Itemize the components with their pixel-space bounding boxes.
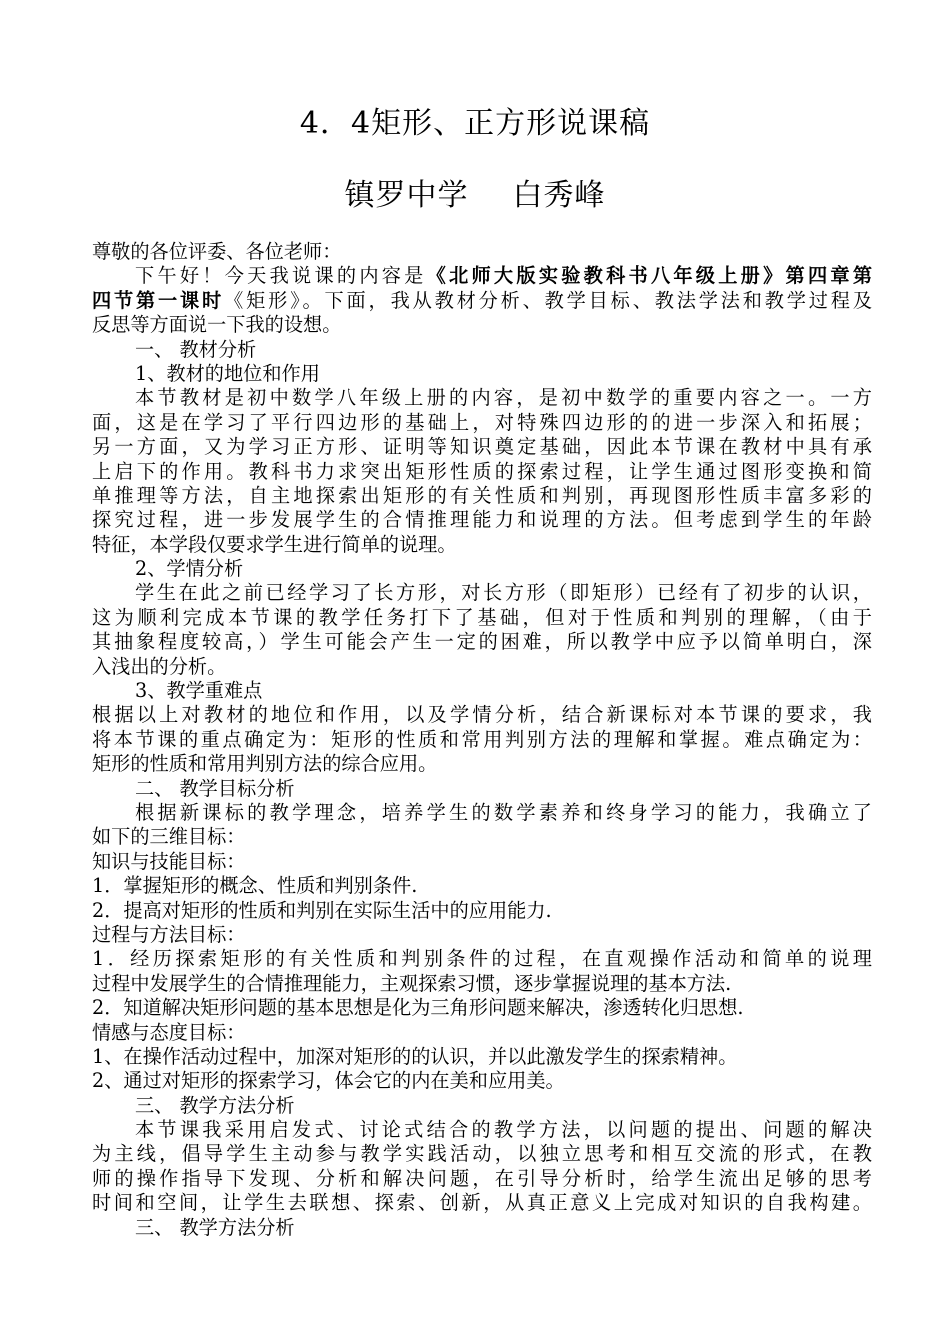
text-line: 单推理等方法，自主地探索出矩形的有关性质和判别，再现图形性质丰富多彩的 — [92, 483, 872, 507]
text-line: 为主线，倡导学生主动参与教学实践活动，以独立思考和相互交流的形式，在教 — [92, 1142, 872, 1166]
text-line: 二、 教学目标分析 — [135, 776, 295, 800]
text-line: 2、学情分析 — [135, 557, 244, 581]
text-line: 本节课我采用启发式、讨论式结合的教学方法，以问题的提出、问题的解决 — [135, 1118, 872, 1142]
text-line: 1．掌握矩形的概念、性质和判别条件. — [92, 874, 418, 898]
text-line: 三、 教学方法分析 — [135, 1215, 295, 1239]
text-line: 过程中发展学生的合情推理能力，主观探索习惯，逐步掌握说理的基本方法. — [92, 971, 732, 995]
text-line: 时间和空间，让学生去联想、探索、创新，从真正意义上完成对知识的自我构建。 — [92, 1191, 872, 1215]
text-line: 学生在此之前已经学习了长方形，对长方形（即矩形）已经有了初步的认识， — [135, 581, 872, 605]
text-line: 探究过程，进一步发展学生的合情推理能力和说理的方法。但考虑到学生的年龄 — [92, 508, 872, 532]
text-segment: 下午好！今天我说课的内容是 — [135, 264, 427, 288]
text-line: 知识与技能目标： — [92, 849, 246, 873]
text-line: 另一方面，又为学习正方形、证明等知识奠定基础，因此本节课在教材中具有承 — [92, 435, 872, 459]
text-line: 面，这是在学习了平行四边形的基础上，对特殊四边形的的进一步深入和拓展； — [92, 410, 872, 434]
text-line: 上启下的作用。教科书力求突出矩形性质的探索过程，让学生通过图形变换和简 — [92, 459, 872, 483]
text-line: 师的操作指导下发现、分析和解决问题，在引导分析时，给学生流出足够的思考 — [92, 1166, 872, 1190]
text-line: 1、在操作活动过程中，加深对矩形的的认识，并以此激发学生的探索精神。 — [92, 1044, 738, 1068]
text-line: 入浅出的分析。 — [92, 654, 227, 678]
text-line: 1、教材的地位和作用 — [135, 361, 320, 385]
text-line: 2、通过对矩形的探索学习，体会它的内在美和应用美。 — [92, 1069, 565, 1093]
text-line: 2．提高对矩形的性质和判别在实际生活中的应用能力. — [92, 898, 552, 922]
text-line: 本节教材是初中数学八年级上册的内容，是初中数学的重要内容之一。一方 — [135, 386, 872, 410]
author-name: 白秀峰 — [512, 178, 606, 213]
text-line: 一、 教材分析 — [135, 337, 257, 361]
document-title: 4．4矩形、正方形说课稿 — [299, 106, 651, 141]
text-line: 矩形的性质和常用判别方法的综合应用。 — [92, 752, 438, 776]
text-line — [92, 289, 872, 313]
text-line: 将本节课的重点确定为：矩形的性质和常用判别方法的理解和掌握。难点确定为： — [92, 727, 872, 751]
text-line: 情感与态度目标： — [92, 1020, 246, 1044]
text-line: 1．经历探索矩形的有关性质和判别条件的过程，在直观操作活动和简单的说理 — [92, 947, 872, 971]
text-line: 根据以上对教材的地位和作用，以及学情分析，结合新课标对本节课的要求，我 — [92, 703, 872, 727]
document-body — [92, 240, 872, 1240]
text-line: 根据新课标的教学理念，培养学生的数学素养和终身学习的能力，我确立了 — [135, 800, 872, 824]
text-line: 尊敬的各位评委、各位老师： — [92, 240, 342, 263]
text-line — [92, 264, 872, 288]
bold-text-segment: 四节第一课时 — [92, 288, 225, 312]
text-line: 3、教学重难点 — [135, 679, 263, 703]
text-line: 特征，本学段仅要求学生进行简单的说理。 — [92, 532, 457, 556]
text-line: 过程与方法目标： — [92, 922, 246, 946]
text-line: 反思等方面说一下我的设想。 — [92, 313, 342, 337]
author-school: 镇罗中学 — [344, 178, 469, 213]
text-line: 这为顺利完成本节课的教学任务打下了基础，但对于性质和判别的理解，（由于 — [92, 605, 872, 629]
text-line: 如下的三维目标： — [92, 825, 246, 849]
text-line: 三、 教学方法分析 — [135, 1093, 295, 1117]
text-line: 2．知道解决矩形问题的基本思想是化为三角形问题来解决，渗透转化归思想. — [92, 996, 744, 1020]
text-line: 其抽象程度较高，）学生可能会产生一定的困难，所以教学中应予以简单明白，深 — [92, 630, 872, 654]
author-line — [0, 176, 950, 216]
text-segment: 《矩形》。下面，我从教材分析、教学目标、教法学法和教学过程及 — [224, 288, 873, 312]
bold-text-segment: 《北师大版实验教科书八年级上册》第四章第 — [426, 264, 873, 288]
